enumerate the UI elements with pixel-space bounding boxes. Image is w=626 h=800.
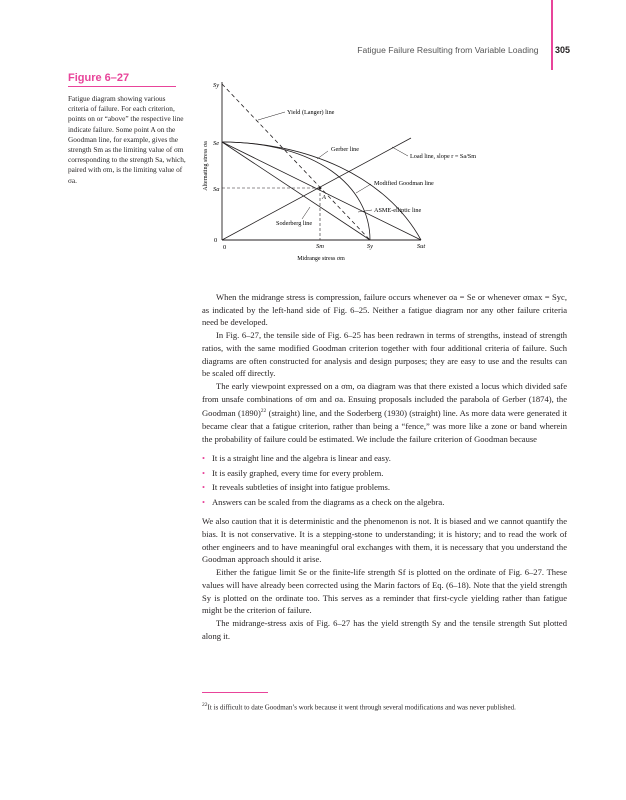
x-tick-zero: 0 xyxy=(223,244,227,251)
running-head xyxy=(357,45,570,55)
page-number: 305 xyxy=(554,45,570,55)
footnote-rule xyxy=(202,692,268,693)
x-tick-sm: Sm xyxy=(316,243,324,250)
soderberg-line-label: Soderberg line xyxy=(276,220,313,227)
y-axis-label: Alternating stress σa xyxy=(203,141,209,191)
list-item: • It reveals subtleties of insight into fatigue problems. xyxy=(202,480,567,495)
figure-label: Figure 6–27 xyxy=(68,72,130,84)
gerber-line-label: Gerber line xyxy=(331,146,360,153)
soderberg-leader xyxy=(302,207,310,219)
point-a xyxy=(319,187,322,190)
y-tick-se: Se xyxy=(213,140,220,147)
goodman-line xyxy=(222,142,421,240)
paragraph-3 xyxy=(202,380,567,445)
x-axis-label: Midrange stress σm xyxy=(297,256,345,262)
figure-label-rule xyxy=(68,86,176,87)
paragraph-1: When the midrange stress is compression, failure occurs whenever σa = Se or whenever σmax = Syc, as indicated by the left-hand side of Fig. 6–25. Neither a fatigue diagram nor any other failure criteria need be developed. xyxy=(202,292,567,328)
paragraph-2: In Fig. 6–27, the tensile side of Fig. 6–25 has been redrawn in terms of strengths, instead of strength ratios, with the same modified Goodman criterion together with four additional criteria of failure. Such diagrams are often constructed for analysis and design purposes; they are easy to use and the results can be scaled off directly. xyxy=(202,330,567,379)
footnote-ref-22[interactable]: 22 xyxy=(260,408,267,415)
x-tick-sy: Sy xyxy=(366,243,374,250)
goodman-leader xyxy=(356,184,371,193)
paragraph-6: The midrange-stress axis of Fig. 6–27 has the yield strength Sy and the tensile strength Sut plotted along it. xyxy=(202,617,567,641)
footnote xyxy=(202,700,567,712)
point-a-label: A xyxy=(322,194,326,201)
goodman-reasons-list xyxy=(202,451,567,509)
goodman-line-label: Modified Goodman line xyxy=(374,180,434,187)
footnote-text: It is difficult to date Goodman’s work because it went through several modifications and was never published. xyxy=(207,703,516,712)
asme-line-label: ASME-elliptic line xyxy=(374,207,422,214)
fatigue-diagram xyxy=(196,76,556,266)
paragraph-3-part-1: The early viewpoint expressed on a σm, σa diagram was that there existed a locus which divided safe from unsafe combinations of σm and σa. Ensuing proposals included the parabola of Gerber (1874), the Goodman (1890) xyxy=(202,380,567,419)
yield-leader xyxy=(258,112,285,120)
yield-line-label: Yield (Langer) line xyxy=(287,109,335,116)
fatigue-diagram-svg xyxy=(196,76,556,266)
load-line-label: Load line, slope r = Sa/Sm xyxy=(410,153,477,160)
list-item: • Answers can be scaled from the diagrams as a check on the algebra. xyxy=(202,495,567,510)
y-tick-zero: 0 xyxy=(214,237,218,244)
figure-caption: Fatigue diagram showing various criteria of failure. For each criterion, points on or “above” the respective line indicate failure. Some point A on the Goodman line, for example, gives the strength Sm as the limiting value of σm corresponding to the strength Sa, which, paired with σm, is the limiting value of σa. xyxy=(68,94,186,185)
footnote-number: 22 xyxy=(202,702,208,708)
paragraph-4: We also caution that it is deterministic and the phenomenon is not. It is biased and we cannot quantify the bias. It is not conservative. It is a stepping-stone to understanding; it is history; and to read the work of other engineers and to have meaningful oral exchanges with them, it is necessary that you understand the Goodman approach should it arise. xyxy=(202,516,567,565)
paragraph-5: Either the fatigue limit Se or the finite-life strength Sf is plotted on the ordinate of Fig. 6–27. These values will have already been corrected using the Marin factors of Eq. (6–18). Note that the yield strength Sy is plotted on the ordinate too. This serves as a reminder that first-cycle yielding rather than fatigue might be the criterion of failure. xyxy=(202,567,567,616)
load-leader xyxy=(392,147,408,156)
y-tick-sy: Sy xyxy=(213,82,220,89)
list-item: • It is a straight line and the algebra is linear and easy. xyxy=(202,451,567,466)
y-tick-sa: Sa xyxy=(213,186,220,193)
paragraph-3-part-2: (straight) line, and the Soderberg (1930) (straight) line. As more data were generated it became clear that a fatigue criterion, rather than being a “fence,” was more like a zone or band wherein the probability of failure could be estimated. We include the failure criterion of Goodman because xyxy=(202,408,567,444)
header-accent-rule xyxy=(551,0,553,70)
yield-line xyxy=(222,84,370,240)
gerber-leader xyxy=(317,151,328,159)
load-line xyxy=(222,138,411,240)
x-tick-sut: Sut xyxy=(416,243,426,250)
running-head-title: Fatigue Failure Resulting from Variable Loading xyxy=(357,45,539,55)
list-item: • It is easily graphed, every time for every problem. xyxy=(202,466,567,481)
body-text xyxy=(202,291,567,642)
